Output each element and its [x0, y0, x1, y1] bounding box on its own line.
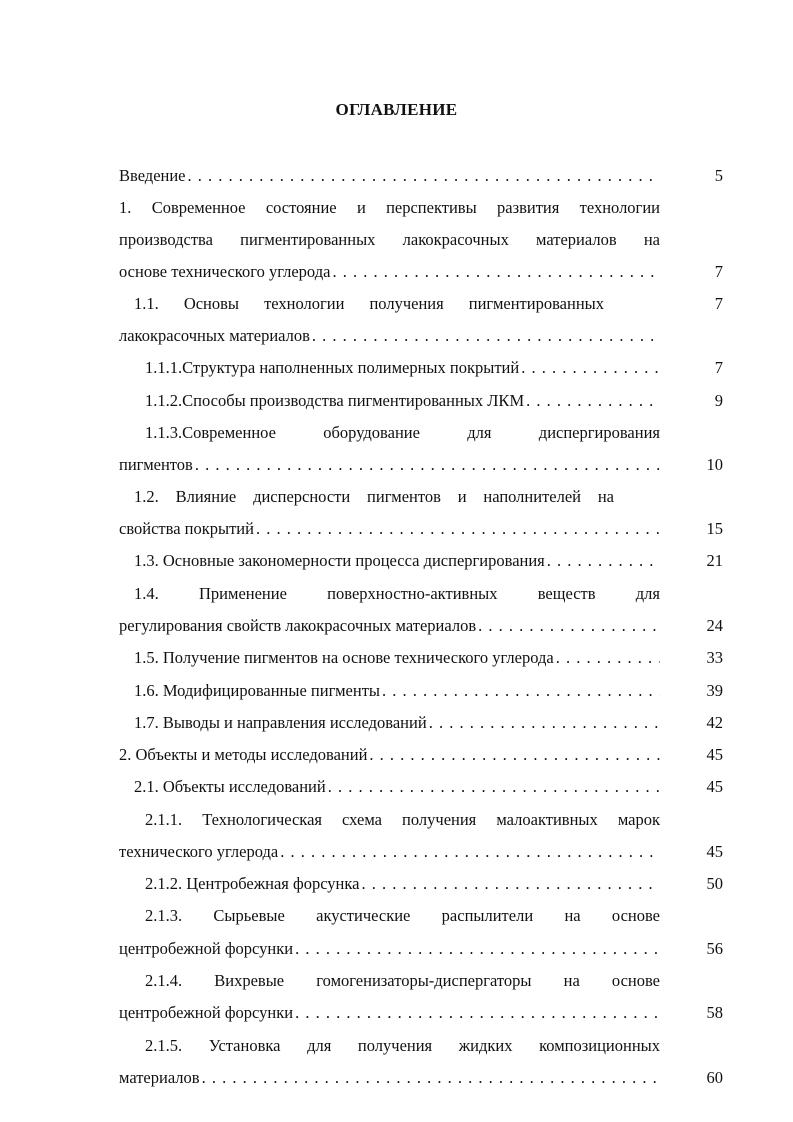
- toc-entry-2[interactable]: [119, 743, 660, 767]
- toc-entry-2-1-5-line-1[interactable]: 2.1.5. Установка для получения жидких композиционных: [145, 1036, 660, 1055]
- toc-entry-1-1-line-1[interactable]: 1.1. Основы технологии получения пигментированных: [134, 294, 604, 313]
- toc-page-number: 58: [706, 1003, 723, 1022]
- toc-entry-text: 1.5. Получение пигментов на основе технического углерода: [134, 648, 554, 667]
- toc-entry-text: 1.6. Модифицированные пигменты: [134, 681, 381, 700]
- toc-entry-1-4-line-2[interactable]: [119, 614, 660, 638]
- toc-entry-text: материалов: [119, 1068, 200, 1087]
- toc-entry-1-3[interactable]: [134, 549, 660, 573]
- toc-leader-dots: [476, 614, 660, 638]
- toc-entry-text: центробежной форсунки: [119, 939, 294, 958]
- toc-leader-dots: [293, 937, 660, 961]
- toc-entry-2-1-5-line-2[interactable]: [119, 1066, 660, 1090]
- toc-entry-text: регулирования свойств лакокрасочных материалов: [119, 616, 477, 635]
- toc-entry-text: технического углерода: [119, 842, 279, 861]
- toc-leader-dots: [524, 389, 660, 413]
- toc-page-number: 7: [714, 294, 723, 313]
- toc-page-number: 10: [706, 455, 723, 474]
- toc-entry-text: 2.1.2. Центробежная форсунка: [145, 874, 360, 893]
- toc-leader-dots: [519, 356, 660, 380]
- toc-page-number: 39: [706, 681, 723, 700]
- toc-leader-dots: [310, 324, 660, 348]
- toc-entry-text: 1.1.1.Структура наполненных полимерных покрытий: [145, 358, 520, 377]
- toc-page-number: 45: [706, 745, 723, 764]
- toc-entry-2-1-4-line-2[interactable]: [119, 1001, 660, 1025]
- toc-page-number: 45: [706, 777, 723, 796]
- toc-page-number: 7: [714, 262, 723, 281]
- toc-entry-text: лакокрасочных материалов: [119, 326, 310, 345]
- toc-leader-dots: [254, 517, 660, 541]
- toc-leader-dots: [326, 775, 660, 799]
- toc-leader-dots: [293, 1001, 660, 1025]
- toc-page-number: 21: [706, 551, 723, 570]
- toc-leader-dots: [380, 679, 660, 703]
- toc-entry-text: пигментов: [119, 455, 193, 474]
- page-title: ОГЛАВЛЕНИЕ: [335, 100, 458, 119]
- toc-page-number: 45: [706, 842, 723, 861]
- toc-leader-dots: [200, 1066, 660, 1090]
- toc-entry-text: 1.7. Выводы и направления исследований: [134, 713, 427, 732]
- toc-entry-2-1-3-line-2[interactable]: [119, 937, 660, 961]
- toc-entry-2-1-1-line-1[interactable]: 2.1.1. Технологическая схема получения малоактивных марок: [145, 810, 660, 829]
- toc-page-number: 60: [706, 1068, 723, 1087]
- toc-entry-1-6[interactable]: [134, 679, 660, 703]
- toc-page-number: 50: [706, 874, 723, 893]
- toc-entry-1-1-2[interactable]: [145, 389, 660, 413]
- toc-leader-dots: [367, 743, 660, 767]
- toc-entry-1-line-1[interactable]: 1. Современное состояние и перспективы развития технологии: [119, 198, 660, 217]
- toc-entry-1-4-line-1[interactable]: 1.4. Применение поверхностно-активных веществ для: [134, 584, 660, 603]
- toc-page-number: 56: [706, 939, 723, 958]
- toc-page-number: 42: [706, 713, 723, 732]
- toc-entry-1-5[interactable]: [134, 646, 660, 670]
- toc-entry-intro[interactable]: [119, 164, 660, 188]
- toc-leader-dots: [359, 872, 660, 896]
- toc-entry-text: центробежной форсунки: [119, 1003, 294, 1022]
- toc-page-number: 33: [706, 648, 723, 667]
- toc-entry-1-2-line-1[interactable]: 1.2. Влияние дисперсности пигментов и наполнителей на: [134, 487, 614, 506]
- toc-entry-text: свойства покрытий: [119, 519, 254, 538]
- toc-leader-dots: [330, 260, 660, 284]
- toc-leader-dots: [545, 549, 660, 573]
- toc-entry-text: Введение: [119, 166, 186, 185]
- toc-entry-2-1-4-line-1[interactable]: 2.1.4. Вихревые гомогенизаторы-диспергаторы на основе: [145, 971, 660, 990]
- toc-entry-2-1[interactable]: [134, 775, 660, 799]
- toc-entry-text: 1.3. Основные закономерности процесса диспергирования: [134, 551, 545, 570]
- toc-entry-1-7[interactable]: [134, 711, 660, 735]
- toc-entry-2-1-2[interactable]: [145, 872, 660, 896]
- toc-entry-1-1-3-line-2[interactable]: [119, 453, 660, 477]
- toc-page-number: 24: [706, 616, 723, 635]
- toc-entry-text: 2. Объекты и методы исследований: [119, 745, 368, 764]
- toc-leader-dots: [278, 840, 660, 864]
- toc-entry-1-1-line-2[interactable]: [119, 324, 660, 348]
- toc-leader-dots: [427, 711, 660, 735]
- toc-page-number: 7: [714, 358, 723, 377]
- toc-entry-text: 1.1.2.Способы производства пигментированных ЛКМ: [145, 391, 525, 410]
- toc-entry-text: 2.1. Объекты исследований: [134, 777, 326, 796]
- toc-entry-2-1-3-line-1[interactable]: 2.1.3. Сырьевые акустические распылители на основе: [145, 906, 660, 925]
- toc-entry-1-1-1[interactable]: [145, 356, 660, 380]
- toc-entry-2-1-1-line-2[interactable]: [119, 840, 660, 864]
- toc-leader-dots: [193, 453, 660, 477]
- toc-leader-dots: [186, 164, 660, 188]
- toc-page-number: 5: [714, 166, 723, 185]
- toc-entry-1-line-2[interactable]: производства пигментированных лакокрасочных материалов на: [119, 230, 660, 249]
- toc-entry-text: основе технического углерода: [119, 262, 331, 281]
- toc-leader-dots: [554, 646, 660, 670]
- toc-entry-1-1-3-line-1[interactable]: 1.1.3.Современное оборудование для диспергирования: [145, 423, 660, 442]
- toc-entry-1-2-line-2[interactable]: [119, 517, 660, 541]
- toc-page-number: 15: [706, 519, 723, 538]
- toc-entry-1-line-3[interactable]: [119, 260, 660, 284]
- toc-page-number: 9: [714, 391, 723, 410]
